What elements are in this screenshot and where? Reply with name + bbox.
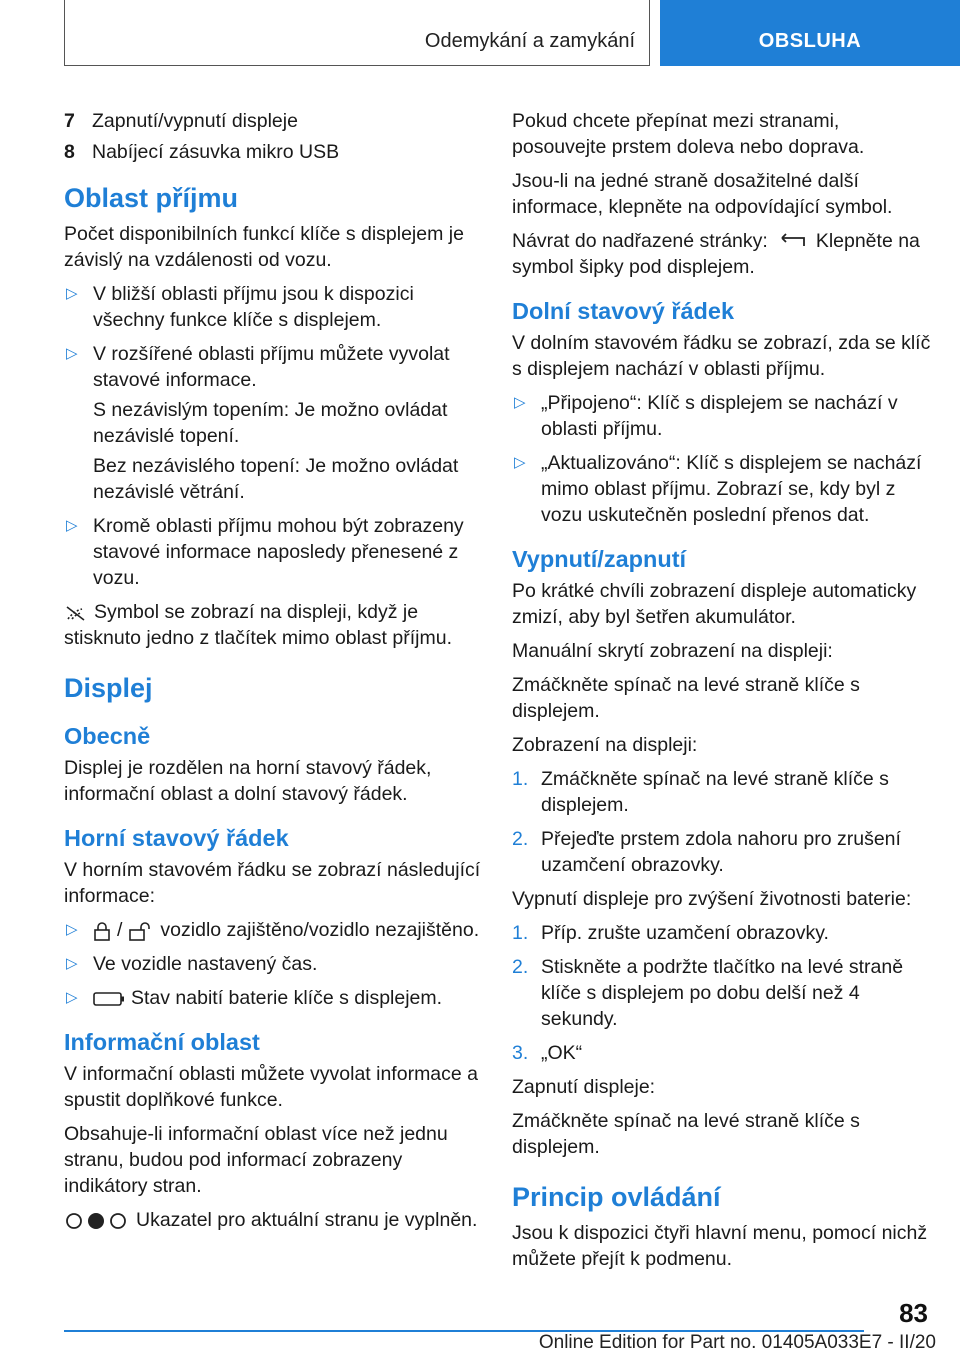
bullet-triangle-icon: ▷	[514, 454, 526, 471]
step-item	[512, 954, 932, 1032]
paragraph: Zapnutí displeje:	[512, 1076, 656, 1098]
right-column	[512, 108, 932, 1280]
heading-dolni: Dolní stavový řádek	[512, 298, 735, 324]
step-text: Stiskněte a podržte tlačítko na levé straně klíče s displejem po dobu delší než 4 sekundy.	[541, 956, 904, 1030]
bullet-triangle-icon: ▷	[66, 285, 78, 302]
paragraph: Zmáčkněte spínač na levé straně klíče s displejem.	[512, 674, 860, 722]
bullet-triangle-icon: ▷	[66, 921, 78, 938]
step-number: 1.	[512, 922, 529, 944]
no-signal-icon	[64, 603, 88, 623]
step-number: 1.	[512, 768, 529, 790]
bullet-item	[512, 450, 932, 528]
step-number: 2.	[512, 828, 529, 850]
bullet-text: „Připojeno“: Klíč s displejem se nachází v oblasti příjmu.	[541, 392, 898, 440]
heading-displej: Displej	[64, 673, 153, 703]
header-title: Odemykání a zamykání	[424, 30, 635, 52]
bullet-text: Ve vozidle nastavený čas.	[93, 953, 318, 975]
bullet-sub-text: S nezávislým topením: Je možno ovládat nezávislé topení.	[93, 399, 448, 447]
bullet-item	[512, 390, 932, 442]
page-dot-empty-icon	[111, 1214, 125, 1228]
back-note-text-b: Klepněte na symbol šipky pod displejem.	[512, 230, 920, 278]
lock-separator: /	[117, 919, 123, 941]
heading-horni: Horní stavový řádek	[64, 825, 289, 851]
step-item	[512, 766, 932, 818]
step-number: 2.	[512, 956, 529, 978]
bullet-triangle-icon: ▷	[514, 394, 526, 411]
list-item	[64, 108, 482, 134]
bullet-text: Stav nabití baterie klíče s displejem.	[131, 987, 443, 1009]
left-column	[64, 108, 482, 1241]
paragraph: Po krátké chvíli zobrazení displeje automaticky zmizí, aby byl šetřen akumulátor.	[512, 580, 917, 628]
bullet-item	[64, 513, 482, 591]
bullet-text: vozidlo zajištěno/vozidlo nezajištěno.	[160, 919, 480, 941]
bullet-text: V rozšířené oblasti příjmu můžete vyvolat stavové informace.	[93, 343, 450, 391]
obecne-text: Displej je rozdělen na horní stavový řádek, informační oblast a dolní stavový řádek.	[64, 757, 432, 805]
item-text: Zapnutí/vypnutí displeje	[92, 110, 298, 132]
horni-intro: V horním stavovém řádku se zobrazí následující informace:	[64, 859, 481, 907]
item-text: Nabíjecí zásuvka mikro USB	[92, 141, 340, 163]
header-frame	[64, 0, 650, 66]
bullet-item	[64, 951, 482, 977]
section-tab	[660, 0, 960, 66]
item-number: 7	[64, 110, 75, 132]
bullet-item	[64, 985, 482, 1011]
bullet-triangle-icon: ▷	[66, 955, 78, 972]
lock-closed-icon	[93, 921, 111, 941]
page-dot-empty-icon	[67, 1214, 81, 1228]
step-text: „OK“	[541, 1042, 583, 1064]
page-indicator-text: Ukazatel pro aktuální stranu je vyplněn.	[136, 1209, 478, 1231]
page-indicator-icon	[64, 1211, 130, 1231]
page-number: 83	[899, 1298, 928, 1328]
paragraph: Zobrazení na displeji:	[512, 734, 698, 756]
footer-edition: Online Edition for Part no. 01405A033E7 - II/20	[538, 1332, 936, 1353]
bullet-item	[64, 917, 482, 943]
step-text: Příp. zrušte uzamčení obrazovky.	[541, 922, 829, 944]
battery-icon	[93, 991, 125, 1007]
bullet-item	[64, 341, 482, 505]
info-text: V informační oblasti můžete vyvolat informace a spustit doplňkové funkce.	[64, 1063, 479, 1111]
list-item	[64, 139, 482, 165]
bullet-sub-text: Bez nezávislého topení: Je možno ovládat nezávislé větrání.	[93, 455, 459, 503]
bullet-text: V bližší oblasti příjmu jsou k dispozici všechny funkce klíče s displejem.	[93, 283, 414, 331]
step-item	[512, 920, 932, 946]
bullet-item	[64, 281, 482, 333]
symbol-note	[64, 599, 482, 651]
bullet-text: „Aktualizováno“: Klíč s displejem se nachází mimo oblast příjmu. Zobrazí se, kdy byl z vozu uskutečněn poslední přenos dat.	[541, 452, 922, 526]
bullet-text: Kromě oblasti příjmu mohou být zobrazeny stavové informace naposledy přenesené z vozu.	[93, 515, 464, 589]
item-number: 8	[64, 141, 75, 163]
oblast-intro: Počet disponibilních funkcí klíče s displejem je závislý na vzdálenosti od vozu.	[64, 223, 464, 271]
dolni-intro: V dolním stavovém řádku se zobrazí, zda se klíč s displejem nachází v oblasti příjmu.	[512, 332, 931, 380]
heading-princip: Princip ovládání	[512, 1182, 721, 1212]
paragraph: Jsou-li na jedné straně dosažitelné další informace, klepněte na odpovídající symbol.	[512, 170, 893, 218]
symbol-note-text: Symbol se zobrazí na displeji, když je stisknuto jedno z tlačítek mimo oblast příjmu.	[64, 601, 452, 649]
back-arrow-icon	[778, 233, 808, 251]
heading-info: Informační oblast	[64, 1029, 260, 1055]
step-item	[512, 1040, 932, 1066]
paragraph: Manuální skrytí zobrazení na displeji:	[512, 640, 833, 662]
bullet-triangle-icon: ▷	[66, 989, 78, 1006]
lock-open-icon	[128, 921, 154, 941]
back-note-text-a: Návrat do nadřazené stránky:	[512, 230, 768, 252]
paragraph: Zmáčkněte spínač na levé straně klíče s displejem.	[512, 1110, 860, 1158]
step-text: Zmáčkněte spínač na levé straně klíče s displejem.	[541, 768, 889, 816]
bullet-triangle-icon: ▷	[66, 517, 78, 534]
info-text: Obsahuje-li informační oblast více než jednu stranu, budou pod informací zobrazeny indikátory stran.	[64, 1123, 448, 1197]
page-indicator-note	[64, 1207, 482, 1233]
section-tab-label: OBSLUHA	[758, 30, 862, 52]
heading-obecne: Obecně	[64, 723, 151, 749]
bullet-triangle-icon: ▷	[66, 345, 78, 362]
heading-oblast: Oblast příjmu	[64, 183, 239, 213]
page-dot-filled-icon	[88, 1213, 104, 1229]
step-number: 3.	[512, 1042, 529, 1064]
step-text: Přejeďte prstem zdola nahoru pro zrušení uzamčení obrazovky.	[541, 828, 901, 876]
paragraph: Vypnutí displeje pro zvýšení životnosti baterie:	[512, 888, 912, 910]
heading-vypnuti: Vypnutí/zapnutí	[512, 546, 687, 572]
paragraph: Jsou k dispozici čtyři hlavní menu, pomocí nichž můžete přejít k podmenu.	[512, 1222, 928, 1270]
step-item	[512, 826, 932, 878]
back-note	[512, 228, 932, 280]
paragraph: Pokud chcete přepínat mezi stranami, posouvejte prstem doleva nebo doprava.	[512, 110, 865, 158]
